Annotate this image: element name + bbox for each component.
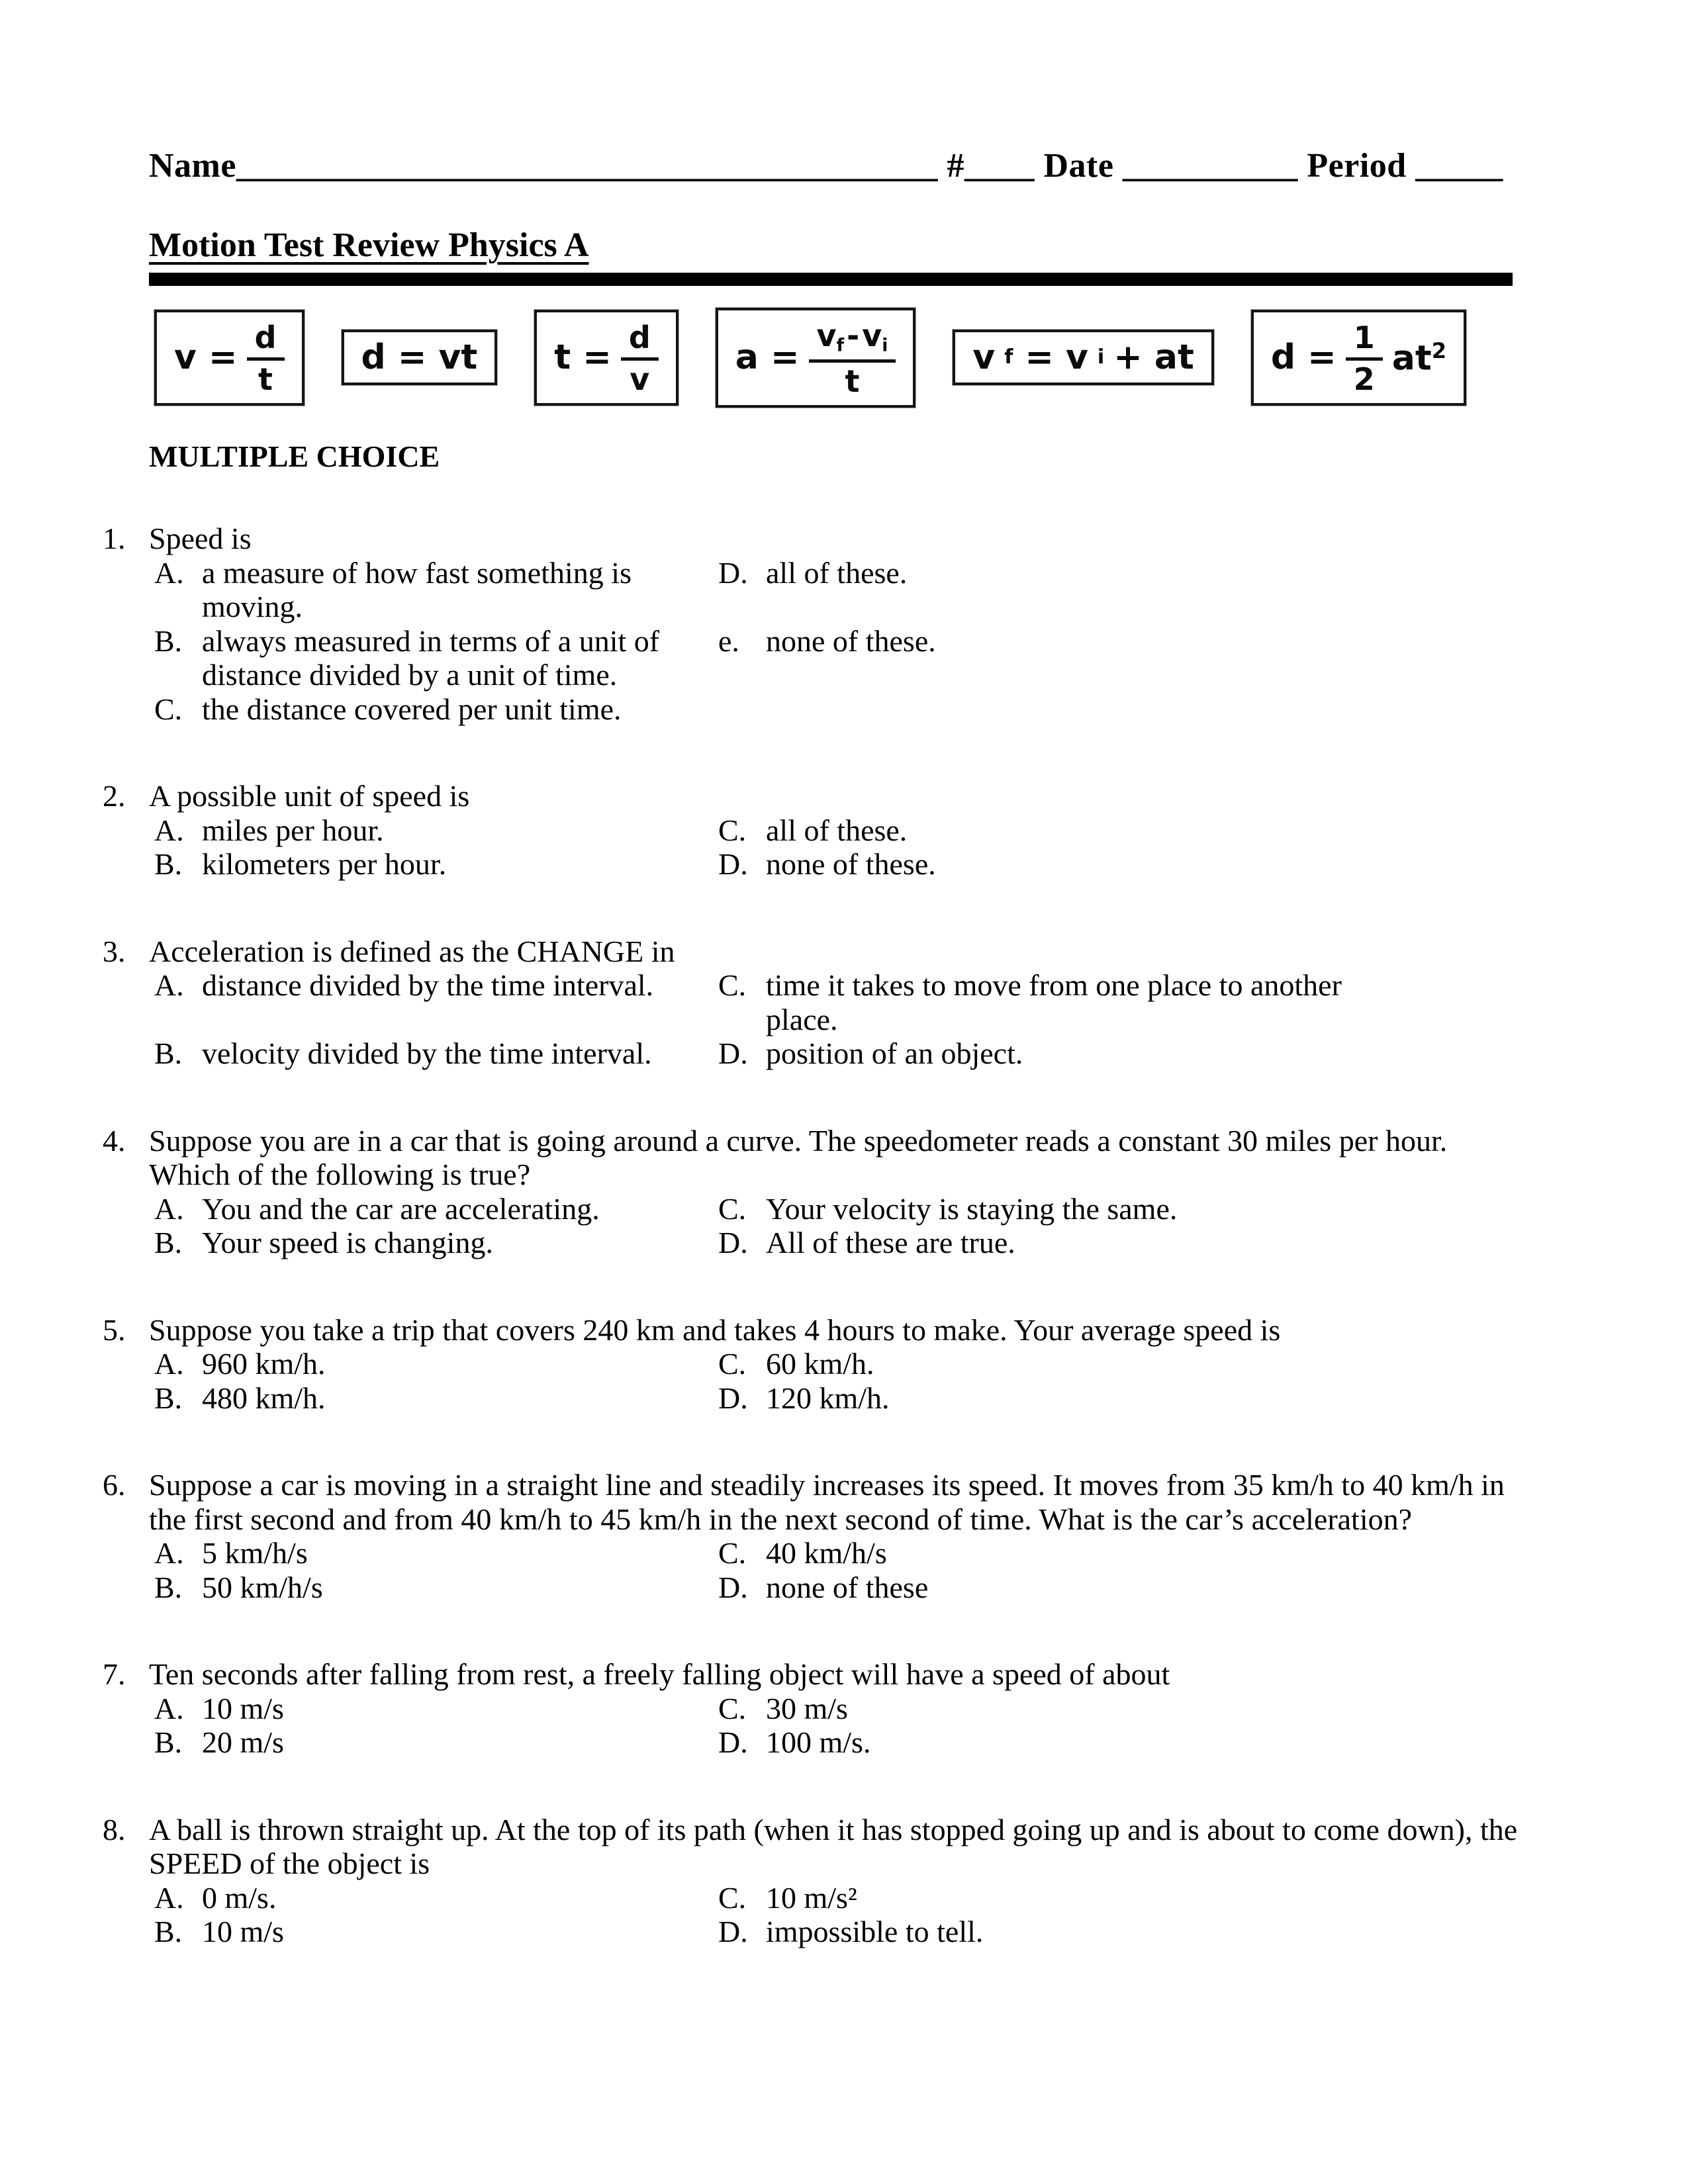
question-stem: Ten seconds after falling from rest, a freely falling object will have a speed of about — [149, 1657, 1170, 1692]
choice-text: 40 km/h/s — [766, 1536, 887, 1570]
choice-text: 30 m/s — [766, 1691, 848, 1725]
choice-label: D. — [718, 847, 748, 882]
choice-label: C. — [718, 1536, 747, 1570]
question-number: 2. — [103, 779, 126, 813]
choice-text: time it takes to move from one place to another place. — [766, 968, 1342, 1036]
fraction-denominator: t — [258, 361, 273, 397]
choices — [154, 1347, 1536, 1415]
choice-text: All of these are true. — [766, 1226, 1015, 1260]
choice-label: A. — [154, 555, 184, 590]
choice-label: D. — [718, 1381, 748, 1415]
choice-label: B. — [154, 847, 183, 882]
question-3 — [103, 934, 1536, 1071]
date-blank: __________ — [1122, 147, 1298, 185]
choice-text: 960 km/h. — [202, 1347, 326, 1381]
question-number: 8. — [103, 1812, 126, 1846]
question-1 — [103, 522, 1536, 726]
formula-strip — [154, 299, 1536, 416]
formula-d-equals-vt — [342, 330, 498, 385]
formula-acceleration — [716, 308, 916, 408]
choice-label: C. — [718, 1191, 747, 1226]
question-8 — [103, 1813, 1536, 1949]
choice-text: 60 km/h. — [766, 1347, 874, 1381]
choice-label: D. — [718, 1226, 748, 1260]
subscript-i: i — [882, 335, 888, 356]
question-stem: Suppose you are in a car that is going around a curve. The speedometer reads a constant 30 miles per hour. Which of the following is true? — [149, 1123, 1448, 1192]
choice-text: a measure of how fast something is moving. — [202, 555, 632, 624]
choice-label: A. — [154, 1691, 184, 1725]
formula-lhs: v = — [174, 338, 238, 378]
question-body — [149, 1313, 1536, 1416]
formula-t-equals-d-over-v — [534, 310, 678, 406]
fraction-numerator: d — [247, 320, 285, 361]
fraction — [809, 318, 896, 397]
question-4 — [103, 1124, 1536, 1260]
formula-text: d = vt — [361, 338, 478, 378]
question-6 — [103, 1468, 1536, 1604]
choice-label: A. — [154, 1191, 184, 1226]
question-body — [149, 1124, 1536, 1260]
question-number: 4. — [103, 1123, 126, 1158]
fraction-denominator: v — [630, 361, 650, 397]
formula-d-equals-half-at-squared — [1251, 310, 1466, 406]
subscript-i: i — [1097, 345, 1105, 369]
formula-v-equals-d-over-t — [154, 310, 305, 406]
choice-label: B. — [154, 1226, 183, 1260]
period-blank: _____ — [1415, 147, 1503, 185]
fraction-numerator: 1 — [1346, 320, 1383, 361]
choice-text: 120 km/h. — [766, 1381, 890, 1415]
question-stem: Suppose a car is moving in a straight line and steadily increases its speed. It moves from 35 km/h to 40 km/h in the first second and from 40 km/h to 45 km/h in the next second of time. What is the car’s acceleration? — [149, 1468, 1505, 1536]
question-stem: Acceleration is defined as the CHANGE in — [149, 934, 675, 968]
question-body — [149, 934, 1536, 1071]
question-number: 6. — [103, 1468, 126, 1502]
choices — [154, 556, 1536, 727]
choice-text: all of these. — [766, 813, 908, 847]
choice-text: miles per hour. — [202, 813, 384, 847]
question-body — [149, 1813, 1536, 1949]
date-label: Date — [1043, 147, 1114, 185]
choices — [154, 1692, 1536, 1760]
minus-sign: - — [847, 318, 860, 354]
subscript-f: f — [836, 335, 845, 356]
vi-symbol: v — [1065, 338, 1088, 378]
choice-text: 10 m/s — [202, 1691, 284, 1725]
equals-sign: = — [1025, 338, 1054, 378]
question-body — [149, 522, 1536, 726]
section-heading: MULTIPLE CHOICE — [149, 439, 440, 474]
formula-lhs: d = — [1270, 338, 1336, 378]
choice-label: B. — [154, 1381, 183, 1415]
formula-lhs: t = — [554, 338, 612, 378]
choice-label: C. — [718, 1880, 747, 1915]
choice-label: A. — [154, 1880, 184, 1915]
choices — [154, 813, 1536, 882]
choices — [154, 1536, 1536, 1604]
choice-text: Your velocity is staying the same. — [766, 1191, 1178, 1226]
choice-text: 50 km/h/s — [202, 1570, 323, 1604]
at-base: at — [1391, 338, 1432, 379]
fraction — [1346, 320, 1383, 396]
fraction-numerator — [809, 318, 896, 362]
choice-text: distance divided by the time interval. — [202, 968, 654, 1003]
choice-label: B. — [154, 623, 183, 658]
fraction-denominator: 2 — [1353, 361, 1375, 397]
plus-at-term: + at — [1113, 338, 1194, 378]
choice-text: none of these. — [766, 847, 936, 882]
choice-label: A. — [154, 813, 184, 847]
vf-symbol: v — [972, 338, 996, 378]
at-term — [1391, 338, 1447, 379]
fraction-numerator: d — [621, 320, 659, 361]
choice-text: always measured in terms of a unit of distance divided by a unit of time. — [202, 623, 660, 692]
question-body — [149, 779, 1536, 882]
question-stem: Speed is — [149, 521, 252, 555]
choice-text: position of an object. — [766, 1036, 1023, 1071]
choice-text: impossible to tell. — [766, 1915, 984, 1949]
document-title-text: Motion Test Review Physics A — [149, 226, 589, 265]
exponent-2: 2 — [1431, 338, 1447, 363]
choice-label: D. — [718, 1570, 748, 1604]
choice-label: C. — [718, 1691, 747, 1725]
period-label: Period — [1307, 147, 1407, 185]
title-rule — [149, 273, 1513, 286]
choice-label: A. — [154, 1347, 184, 1381]
fraction — [247, 320, 285, 396]
choice-label: D. — [718, 1915, 748, 1949]
choice-text: the distance covered per unit time. — [202, 692, 622, 726]
choice-label: B. — [154, 1915, 183, 1949]
choice-label: D. — [718, 555, 748, 590]
choice-label: B. — [154, 1570, 183, 1604]
choice-text: 20 m/s — [202, 1725, 284, 1760]
choice-text: 10 m/s² — [766, 1880, 857, 1915]
question-7 — [103, 1657, 1536, 1760]
choice-text: none of these — [766, 1570, 929, 1604]
choice-text: 100 m/s. — [766, 1725, 871, 1760]
choice-label: A. — [154, 1536, 184, 1570]
question-body — [149, 1468, 1536, 1604]
choice-text: 5 km/h/s — [202, 1536, 308, 1570]
question-5 — [103, 1313, 1536, 1416]
choice-text: none of these. — [766, 623, 936, 658]
choices — [154, 1192, 1536, 1260]
name-label: Name — [149, 147, 236, 185]
choice-label: A. — [154, 968, 184, 1003]
choice-label: C. — [718, 1347, 747, 1381]
question-stem: A ball is thrown straight up. At the top of its path (when it has stopped going up and is about to come down), the SPEED of the object is — [149, 1812, 1518, 1881]
choice-label: C. — [718, 813, 747, 847]
question-stem: Suppose you take a trip that covers 240 km and takes 4 hours to make. Your average speed is — [149, 1312, 1281, 1347]
question-number: 1. — [103, 521, 126, 555]
choice-text: Your speed is changing. — [202, 1226, 493, 1260]
choice-text: You and the car are accelerating. — [202, 1191, 600, 1226]
question-stem: A possible unit of speed is — [149, 779, 470, 813]
choice-text: 480 km/h. — [202, 1381, 326, 1415]
choice-label: B. — [154, 1036, 183, 1071]
vf-symbol: v — [816, 318, 837, 354]
choice-label: B. — [154, 1725, 183, 1760]
choice-text: 0 m/s. — [202, 1880, 277, 1915]
choices — [154, 1881, 1536, 1949]
choice-text: kilometers per hour. — [202, 847, 447, 882]
choice-label: e. — [718, 623, 739, 658]
choice-label: D. — [718, 1036, 748, 1071]
number-label: # — [947, 147, 964, 185]
formula-lhs: a = — [735, 338, 800, 378]
header-line — [149, 147, 1536, 185]
choice-text: 10 m/s — [202, 1915, 284, 1949]
subscript-f: f — [1004, 345, 1013, 369]
question-2 — [103, 779, 1536, 882]
vi-symbol: v — [862, 318, 882, 354]
formula-vf-equals-vi-plus-at — [953, 330, 1213, 385]
number-blank: ____ — [964, 147, 1035, 185]
choice-label: C. — [154, 692, 183, 726]
name-blank: ________________________________________ — [236, 147, 938, 185]
fraction-denominator: t — [845, 363, 860, 399]
fraction — [621, 320, 659, 396]
question-number: 3. — [103, 934, 126, 968]
question-number: 5. — [103, 1312, 126, 1347]
choices — [154, 968, 1536, 1071]
choice-text: all of these. — [766, 555, 908, 590]
document-title — [149, 226, 1536, 265]
choice-text: velocity divided by the time interval. — [202, 1036, 652, 1071]
question-number: 7. — [103, 1657, 126, 1692]
question-body — [149, 1657, 1536, 1760]
choice-label: D. — [718, 1725, 748, 1760]
choice-label: C. — [718, 968, 747, 1003]
